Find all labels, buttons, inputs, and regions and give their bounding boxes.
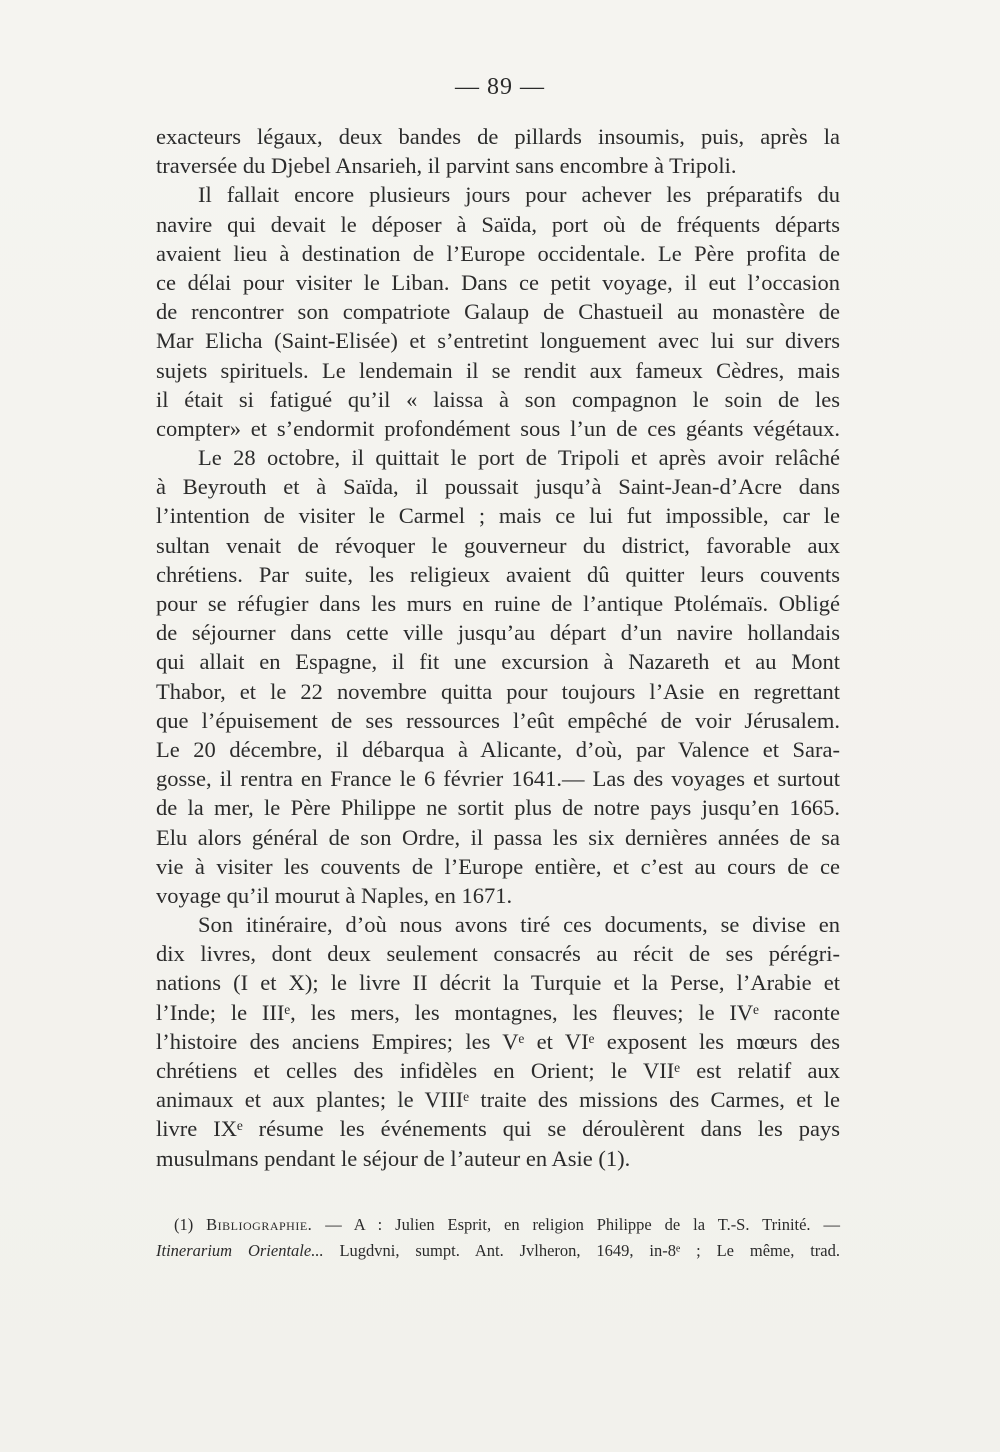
text-line: sultan venait de révoquer le gouverneur du district, favorable aux [156,532,840,558]
text-line: livre IXᵉ résume les événements qui se déroulèrent dans les pays [156,1116,840,1142]
text-line: l’histoire des anciens Empires; les Vᵉ et VIᵉ exposent les mœurs des [156,1028,840,1054]
text-line: dix livres, dont deux seulement consacrés au récit de ses pérégri- [156,941,840,967]
text-line: animaux et aux plantes; le VIIIᵉ traite des missions des Carmes, et le [156,1087,840,1113]
text-line: de la mer, le Père Philippe ne sortit plus de notre pays jusqu’en 1665. [156,795,840,821]
text-line: Le 20 décembre, il débarqua à Alicante, d’où, par Valence et Sara- [156,736,840,762]
text-line: navire qui devait le déposer à Saïda, port où de fréquents départs [156,211,840,237]
text-line: nations (I et X); le livre II décrit la Turquie et la Perse, l’Arabie et [156,970,840,996]
footnote-text: — A : Julien Esprit, en religion Philippe de la T.-S. Trinité. — [312,1215,840,1234]
text-line: vie à visiter les couvents de l’Europe entière, et c’est au cours de ce [156,853,840,879]
text-line: l’intention de visiter le Carmel ; mais ce lui fut impossible, car le [156,503,840,529]
text-line: traversée du Djebel Ansarieh, il parvint sans encombre à Tripoli. [156,153,737,179]
footnote-text: Lugdvni, sumpt. Ant. Jvlheron, 1649, in-8ᵉ ; Le même, trad. [323,1241,840,1260]
text-line: pour se réfugier dans les murs en ruine de l’antique Ptolémaïs. Obligé [156,591,840,616]
text-line: Son itinéraire, d’où nous avons tiré ces documents, se divise en [198,912,840,938]
footnote [156,1212,840,1264]
text-line: que l’épuisement de ses ressources l’eût empêché de voir Jérusalem. [156,707,840,733]
text-line: Le 28 octobre, il quittait le port de Tripoli et après avoir relâché [198,445,840,471]
text-line: Elu alors général de son Ordre, il passa les six dernières années de sa [156,824,840,850]
text-line: musulmans pendant le séjour de l’auteur en Asie (1). [156,1145,631,1171]
footnote-marker: (1) [174,1215,207,1234]
text-line: de rencontrer son compatriote Galaup de Chastueil au monastère de [156,299,840,325]
text-line: de séjourner dans cette ville jusqu’au départ d’un navire hollandais [156,620,840,646]
text-line: Il fallait encore plusieurs jours pour achever les préparatifs du [198,182,840,208]
body-text [156,122,840,1173]
footnote-heading: Bibliographie. [206,1215,313,1234]
text-line: sujets spirituels. Le lendemain il se rendit aux fameux Cèdres, mais [156,357,840,383]
text-line: exacteurs légaux, deux bandes de pillards insoumis, puis, après la [156,124,840,149]
text-line: avaient lieu à destination de l’Europe occidentale. Le Père profita de [156,240,840,266]
text-line: à Beyrouth et à Saïda, il poussait jusqu’à Saint-Jean-d’Acre dans [156,474,840,500]
text-line: il était si fatigué qu’il « laissa à son compagnon le soin de les [156,386,840,412]
text-line: compter» et s’endormit profondément sous l’un de ces géants végétaux. [156,415,840,441]
text-line: gosse, il rentra en France le 6 février 1641.— Las des voyages et surtout [156,766,840,792]
text-line: chrétiens et celles des infidèles en Orient; le VIIᵉ est relatif aux [156,1058,840,1083]
footnote-book-title: Itinerarium Orientale... [156,1241,324,1260]
page-number: — 89 — [455,74,545,100]
text-line: voyage qu’il mourut à Naples, en 1671. [156,882,513,908]
text-line: l’Inde; le IIIᵉ, les mers, les montagnes, les fleuves; le IVᵉ raconte [156,999,840,1025]
text-line: chrétiens. Par suite, les religieux avaient dû quitter leurs couvents [156,561,840,587]
text-line: ce délai pour visiter le Liban. Dans ce petit voyage, il eut l’occasion [156,269,840,295]
footnote-line [156,1212,840,1238]
text-line: Thabor, et le 22 novembre quitta pour toujours l’Asie en regrettant [156,678,840,704]
text-line: Mar Elicha (Saint-Elisée) et s’entretint longuement avec lui sur divers [156,328,840,354]
footnote-line [156,1238,840,1264]
text-line: qui allait en Espagne, il fit une excursion à Nazareth et au Mont [156,649,840,675]
